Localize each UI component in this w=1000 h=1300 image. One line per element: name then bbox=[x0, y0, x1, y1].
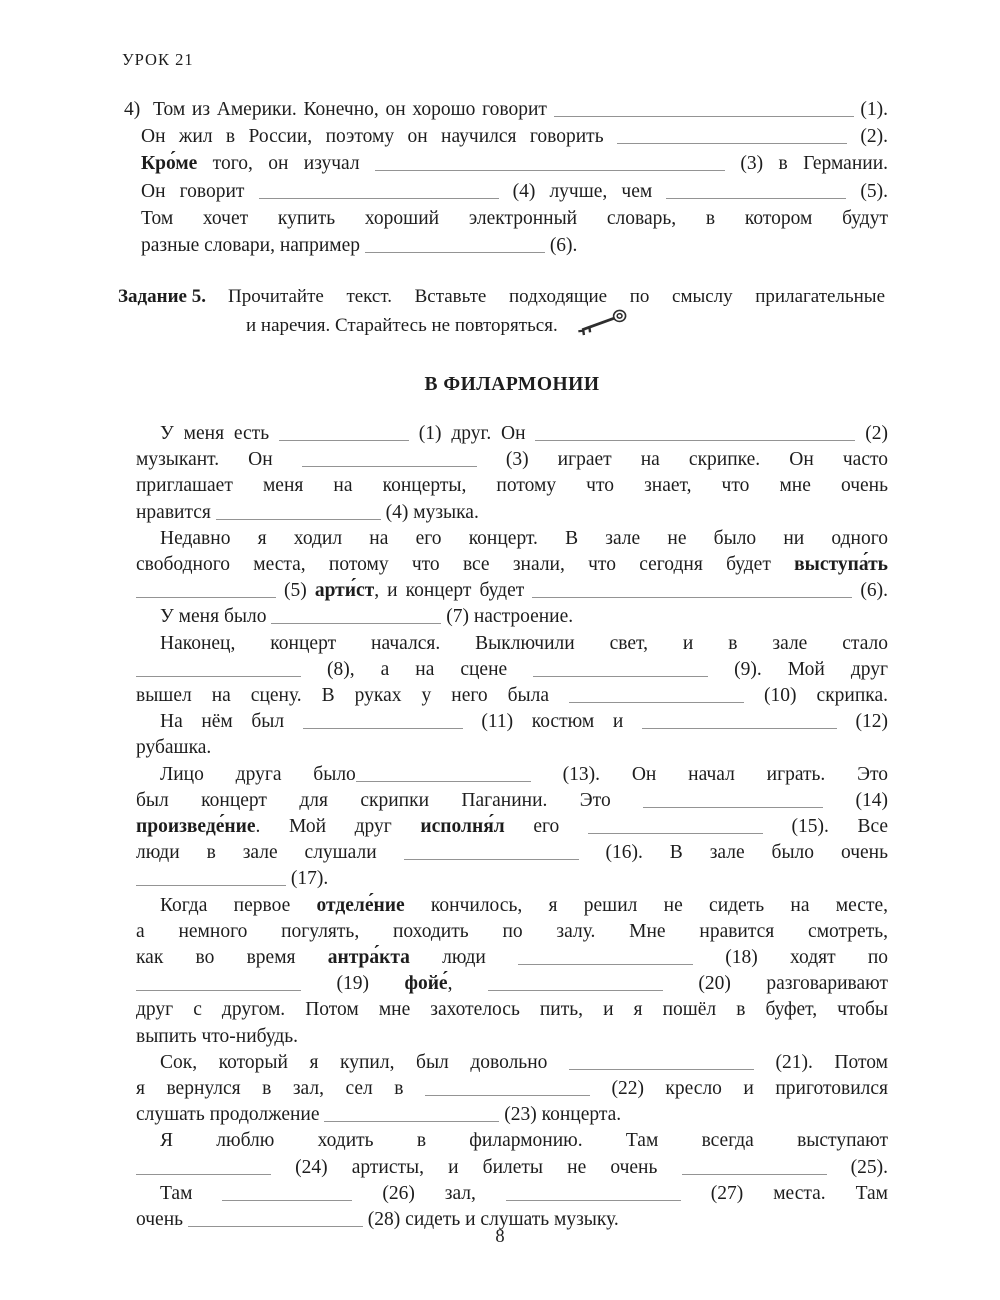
text-run: (2) bbox=[855, 423, 889, 444]
task-5-instruction bbox=[118, 283, 885, 343]
text-run: (3) в Германии. bbox=[725, 153, 889, 175]
text-run: Том хочет купить хороший электронный словарь, в котором будут bbox=[141, 207, 888, 229]
text-run: Лицо друга было bbox=[160, 763, 356, 785]
text-run: выпить что-нибудь. bbox=[136, 1025, 299, 1047]
text-line bbox=[136, 866, 888, 892]
text-line bbox=[136, 1050, 888, 1076]
text-run: (18) ходят по bbox=[693, 947, 889, 969]
page-number: 8 bbox=[495, 1227, 505, 1247]
text-line bbox=[141, 178, 888, 205]
text-run: люди bbox=[409, 947, 519, 969]
lesson-header: УРОК 21 bbox=[122, 50, 194, 69]
blank-line bbox=[324, 1121, 499, 1122]
text-run: (15). Все bbox=[762, 816, 889, 838]
text-line bbox=[136, 919, 888, 945]
text-run: Сок, который я купил, был довольно bbox=[160, 1051, 569, 1073]
blank-line bbox=[271, 623, 441, 624]
text-run: (1). bbox=[853, 99, 888, 120]
text-run: У меня есть bbox=[160, 423, 279, 444]
text-line bbox=[136, 421, 888, 447]
blank-line bbox=[136, 597, 276, 598]
text-line bbox=[136, 840, 888, 866]
text-run: (9). Мой друг bbox=[708, 658, 888, 680]
text-run: У меня было bbox=[160, 606, 272, 628]
text-run: разные словари, например bbox=[141, 235, 365, 257]
text-line bbox=[141, 96, 888, 123]
blank-line bbox=[532, 597, 852, 598]
text-run: (5) bbox=[276, 580, 315, 602]
text-run: (4) лучше, чем bbox=[498, 180, 667, 202]
text-run: (1) друг. Он bbox=[408, 423, 536, 444]
blank-line bbox=[588, 833, 763, 834]
text-line bbox=[136, 552, 888, 578]
blank-line bbox=[617, 143, 847, 144]
text-line bbox=[141, 123, 888, 150]
text-run: (8), а на сцене bbox=[301, 658, 534, 680]
blank-line bbox=[356, 781, 531, 782]
text-line bbox=[136, 1155, 888, 1181]
blank-line bbox=[533, 676, 708, 677]
text-run: рубашка. bbox=[136, 737, 212, 759]
text-line bbox=[136, 945, 888, 971]
exercise-4-lines bbox=[141, 96, 888, 259]
text-line bbox=[136, 1102, 888, 1128]
text-run: (25). bbox=[826, 1156, 888, 1178]
text-run: кончилось, я решил не сидеть на месте, bbox=[404, 894, 888, 916]
blank-line bbox=[279, 440, 409, 441]
blank-line bbox=[642, 728, 837, 729]
text-run: (16). В зале было очень bbox=[578, 842, 888, 864]
text-line bbox=[136, 578, 888, 604]
text-run: (7) настроение. bbox=[441, 606, 574, 628]
text-run: (27) места. Там bbox=[680, 1182, 889, 1204]
text-line bbox=[136, 709, 888, 735]
text-run: , и концерт будет bbox=[374, 580, 533, 602]
bold-term: Кро́ме bbox=[141, 153, 198, 175]
text-run: Там bbox=[160, 1182, 223, 1204]
blank-line bbox=[136, 676, 301, 677]
story-title: В ФИЛАРМОНИИ bbox=[424, 374, 600, 395]
blank-line bbox=[404, 859, 579, 860]
instruction-text: и наречия. Старайтесь не повторяться. bbox=[246, 314, 558, 336]
text-run: вышел на сцену. В руках у него была bbox=[136, 685, 570, 707]
task-label: Задание 5. bbox=[118, 286, 206, 307]
blank-line bbox=[569, 1069, 754, 1070]
blank-line bbox=[136, 1174, 271, 1175]
blank-line bbox=[375, 170, 725, 171]
text-run: Когда первое bbox=[160, 894, 317, 916]
blank-line bbox=[682, 1174, 827, 1175]
text-run: его bbox=[504, 816, 588, 838]
text-run: слушать продолжение bbox=[136, 1104, 325, 1126]
text-line bbox=[136, 526, 888, 552]
text-line bbox=[136, 631, 888, 657]
item-number: 4) bbox=[124, 99, 141, 120]
bold-term: исполня́л bbox=[420, 816, 505, 838]
text-run: (24) артисты, и билеты не очень bbox=[271, 1156, 682, 1178]
text-run: я вернулся в зал, сел в bbox=[136, 1078, 425, 1100]
text-run: , bbox=[447, 973, 488, 995]
text-run: свободного места, потому что все знали, что сегодня будет bbox=[136, 554, 795, 576]
text-line bbox=[136, 604, 888, 630]
text-run: нравится bbox=[136, 501, 216, 523]
text-run: (4) музыка. bbox=[380, 501, 479, 523]
blank-line bbox=[506, 1200, 681, 1201]
bold-term: фойе́ bbox=[404, 973, 448, 995]
text-line bbox=[136, 735, 888, 761]
instruction-line bbox=[228, 311, 885, 344]
text-run: Я люблю ходить в филармонию. Там всегда выступают bbox=[160, 1130, 888, 1152]
bold-term: арти́ст bbox=[314, 580, 375, 602]
text-line bbox=[136, 500, 888, 526]
story-text bbox=[136, 421, 888, 1233]
bold-term: антра́кта bbox=[327, 947, 410, 969]
text-line bbox=[136, 657, 888, 683]
text-line bbox=[136, 447, 888, 473]
instruction-line: Прочитайте текст. Вставьте подходящие по смыслу прилагательные bbox=[228, 286, 885, 307]
blank-line bbox=[136, 990, 301, 991]
text-run: (17). bbox=[286, 868, 329, 890]
text-run: люди в зале слушали bbox=[136, 842, 404, 864]
text-run: (5). bbox=[846, 180, 888, 202]
text-run: (3) играет на скрипке. Он часто bbox=[476, 449, 888, 471]
text-line bbox=[136, 1128, 888, 1154]
text-run: музыкант. Он bbox=[136, 449, 302, 471]
text-run: (21). Потом bbox=[753, 1051, 888, 1073]
key-icon bbox=[572, 307, 632, 347]
text-run: (22) кресло и приготовился bbox=[589, 1078, 888, 1100]
text-line bbox=[136, 1076, 888, 1102]
text-run: Он жил в России, поэтому он научился говорить bbox=[141, 126, 617, 148]
blank-line bbox=[535, 440, 855, 441]
blank-line bbox=[216, 519, 381, 520]
blank-line bbox=[666, 198, 846, 199]
blank-line bbox=[488, 990, 663, 991]
blank-line bbox=[222, 1200, 352, 1201]
text-line bbox=[136, 473, 888, 499]
text-run: (19) bbox=[301, 973, 405, 995]
text-run: как во время bbox=[136, 947, 328, 969]
blank-line bbox=[643, 807, 823, 808]
text-run: Том из Америки. Конечно, он хорошо говорит bbox=[153, 99, 554, 120]
text-run: друг с другом. Потом мне захотелось пить, и я пошёл в буфет, чтобы bbox=[136, 999, 888, 1021]
blank-line bbox=[425, 1095, 590, 1096]
text-run: (2). bbox=[846, 126, 888, 148]
text-run: (10) скрипка. bbox=[744, 685, 889, 707]
text-run: Он говорит bbox=[141, 180, 259, 202]
text-line bbox=[141, 150, 888, 177]
text-run: (12) bbox=[836, 711, 888, 733]
bold-term: выступа́ть bbox=[794, 554, 888, 576]
blank-line bbox=[136, 885, 286, 886]
blank-line bbox=[302, 466, 477, 467]
text-run: (20) разговаривают bbox=[662, 973, 888, 995]
text-line bbox=[136, 1181, 888, 1207]
bold-term: произведе́ние bbox=[136, 816, 256, 838]
text-line bbox=[136, 762, 888, 788]
text-line bbox=[136, 788, 888, 814]
text-run: (14) bbox=[823, 789, 888, 811]
text-run: того, он изучал bbox=[197, 153, 375, 175]
exercise-4 bbox=[124, 96, 889, 259]
text-run: (23) концерта. bbox=[499, 1104, 622, 1126]
text-line bbox=[141, 205, 888, 232]
blank-line bbox=[569, 702, 744, 703]
text-line bbox=[136, 997, 888, 1023]
blank-line bbox=[303, 728, 463, 729]
blank-line bbox=[365, 252, 545, 253]
text-run: (13). Он начал играть. Это bbox=[530, 763, 888, 785]
text-line bbox=[136, 971, 888, 997]
text-line bbox=[136, 683, 888, 709]
text-run: Недавно я ходил на его концерт. В зале не было ни одного bbox=[160, 527, 888, 549]
text-run: На нём был bbox=[160, 711, 303, 733]
text-run: . Мой друг bbox=[255, 816, 421, 838]
text-run: был концерт для скрипки Паганини. Это bbox=[136, 789, 644, 811]
text-run: (6). bbox=[544, 235, 578, 257]
text-run: (28) сидеть и слушать музыку. bbox=[362, 1209, 619, 1231]
bold-term: отделе́ние bbox=[316, 894, 405, 916]
text-run: приглашает меня на концерты, потому что знает, что мне очень bbox=[136, 475, 888, 497]
text-run: Наконец, концерт начался. Выключили свет, и в зале стало bbox=[160, 632, 888, 654]
text-line bbox=[141, 232, 888, 259]
blank-line bbox=[259, 198, 499, 199]
text-run: а немного погулять, походить по залу. Мне нравится смотреть, bbox=[136, 920, 888, 942]
text-line bbox=[136, 893, 888, 919]
text-run: очень bbox=[136, 1209, 188, 1231]
text-line bbox=[136, 814, 888, 840]
text-run: (11) костюм и bbox=[462, 711, 642, 733]
text-run: (26) зал, bbox=[352, 1182, 506, 1204]
text-line bbox=[136, 1024, 888, 1050]
blank-line bbox=[554, 116, 854, 117]
text-run: (6). bbox=[852, 580, 888, 602]
blank-line bbox=[518, 964, 693, 965]
